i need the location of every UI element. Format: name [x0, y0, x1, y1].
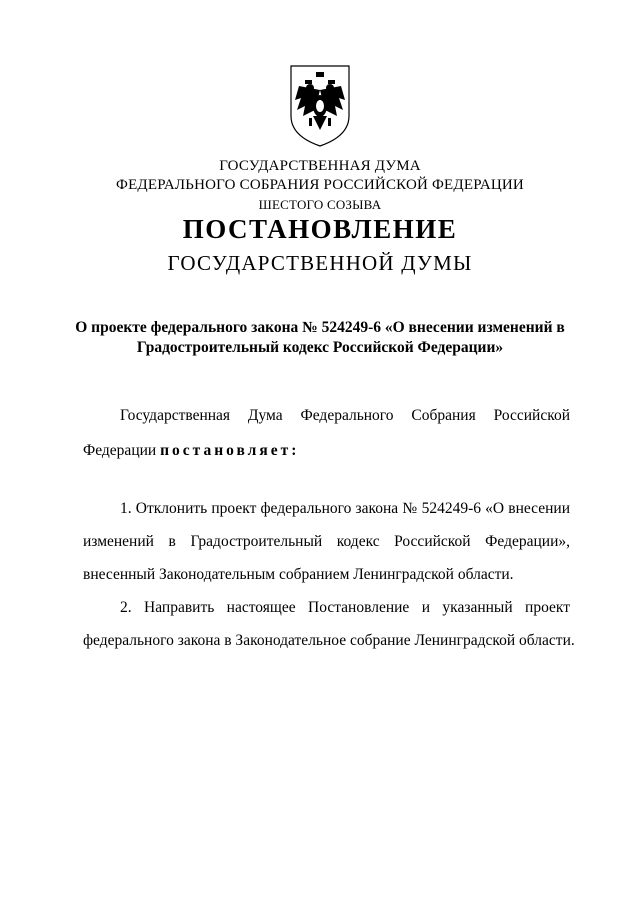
double-headed-eagle-icon [285, 58, 355, 148]
preamble-text: Федерации [83, 442, 161, 459]
document-title: ПОСТАНОВЛЕНИЕ [182, 214, 458, 244]
subject-line: Градостроительный кодекс Российской Федерации» [136, 339, 504, 356]
preamble-line [83, 442, 570, 460]
item-1-line: внесенный Законодательным собранием Ленинградской области. [83, 566, 514, 583]
item-1-line: изменений в Градостроительный кодекс Российской Федерации», [83, 533, 570, 550]
header-line-duma: ГОСУДАРСТВЕННАЯ ДУМА [219, 158, 421, 174]
header-line-federal-assembly: ФЕДЕРАЛЬНОГО СОБРАНИЯ РОССИЙСКОЙ ФЕДЕРАЦИИ [116, 177, 524, 193]
header-line-convocation: ШЕСТОГО СОЗЫВА [258, 197, 382, 212]
item-1-line: 1. Отклонить проект федерального закона № 524249-6 «О внесении [120, 500, 570, 517]
item-2-line: федерального закона в Законодательное собрание Ленинградской области. [83, 632, 575, 649]
preamble-line: Государственная Дума Федерального Собрания Российской [120, 407, 570, 424]
document-subtitle: ГОСУДАРСТВЕННОЙ ДУМЫ [167, 251, 473, 275]
item-2-line: 2. Направить настоящее Постановление и указанный проект [120, 599, 570, 616]
resolution-verb: постановляет: [160, 442, 300, 459]
subject-line: О проекте федерального закона № 524249-6 «О внесении изменений в [75, 319, 565, 336]
document-subject [70, 318, 570, 358]
